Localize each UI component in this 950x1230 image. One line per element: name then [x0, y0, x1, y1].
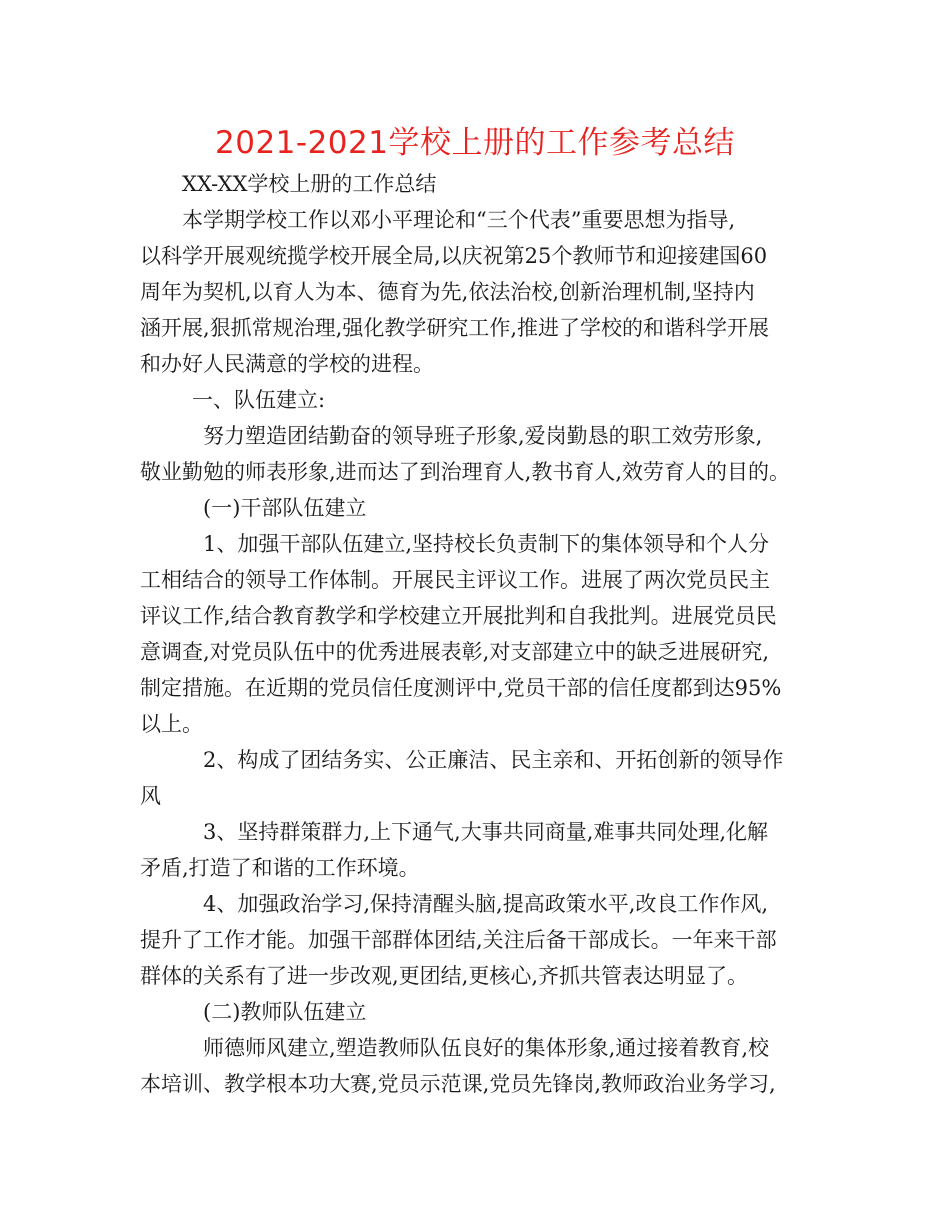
- paragraph-line: 1、加强干部队伍建立,坚持校长负责制下的集体领导和个人分: [203, 532, 770, 556]
- paragraph-line: 矛盾,打造了和谐的工作环境。: [140, 856, 420, 880]
- document-title: 2021-2021学校上册的工作参考总结: [215, 125, 735, 161]
- subtitle-line: XX-XX学校上册的工作总结: [182, 172, 437, 196]
- paragraph-line: 评议工作,结合教育教学和学校建立开展批判和自我批判。进展党员民: [140, 604, 777, 628]
- document-body: [140, 166, 830, 1102]
- paragraph-line: 工相结合的领导工作体制。开展民主评议工作。进展了两次党员民主: [140, 568, 770, 592]
- paragraph-line: 本培训、教学根本功大赛,党员示范课,党员先锋岗,教师政治业务学习,: [140, 1072, 776, 1096]
- paragraph-line: 本学期学校工作以邓小平理论和“三个代表”重要思想为指导,: [182, 208, 736, 232]
- paragraph-line: 提升了工作才能。加强干部群体团结,关注后备干部成长。一年来干部: [140, 928, 777, 952]
- paragraph-line: 周年为契机,以育人为本、德育为先,依法治校,创新治理机制,坚持内: [140, 280, 755, 304]
- paragraph-line: 风: [140, 784, 161, 808]
- paragraph-line: 2、构成了团结务实、公正廉洁、民主亲和、开拓创新的领导作: [203, 748, 784, 772]
- subsection-heading: (一)干部队伍建立: [203, 496, 367, 520]
- section-heading: 一、队伍建立:: [192, 388, 326, 412]
- paragraph-line: 3、坚持群策群力,上下通气,大事共同商量,难事共同处理,化解: [203, 820, 769, 844]
- paragraph-line: 和办好人民满意的学校的进程。: [140, 352, 434, 376]
- subsection-heading: (二)教师队伍建立: [203, 1000, 367, 1024]
- paragraph-line: 制定措施。在近期的党员信任度测评中,党员干部的信任度都到达95%: [140, 676, 782, 700]
- paragraph-line: 意调查,对党员队伍中的优秀进展表彰,对支部建立中的缺乏进展研究,: [140, 640, 770, 664]
- paragraph-line: 以上。: [140, 712, 203, 736]
- paragraph-line: 涵开展,狠抓常规治理,强化教学研究工作,推进了学校的和谐科学开展: [140, 316, 770, 340]
- paragraph-line: 师德师风建立,塑造教师队伍良好的集体形象,通过接着教育,校: [203, 1036, 770, 1060]
- paragraph-line: 以科学开展观统揽学校开展全局,以庆祝第25个教师节和迎接建国60: [140, 244, 768, 268]
- paragraph-line: 4、加强政治学习,保持清醒头脑,提高政策水平,改良工作作风,: [203, 892, 769, 916]
- paragraph-line: 努力塑造团结勤奋的领导班子形象,爱岗勤恳的职工效劳形象,: [203, 424, 763, 448]
- paragraph-line: 敬业勤勉的师表形象,进而达了到治理育人,教书育人,效劳育人的目的。: [140, 460, 791, 484]
- paragraph-line: 群体的关系有了进一步改观,更团结,更核心,齐抓共管表达明显了。: [140, 964, 749, 988]
